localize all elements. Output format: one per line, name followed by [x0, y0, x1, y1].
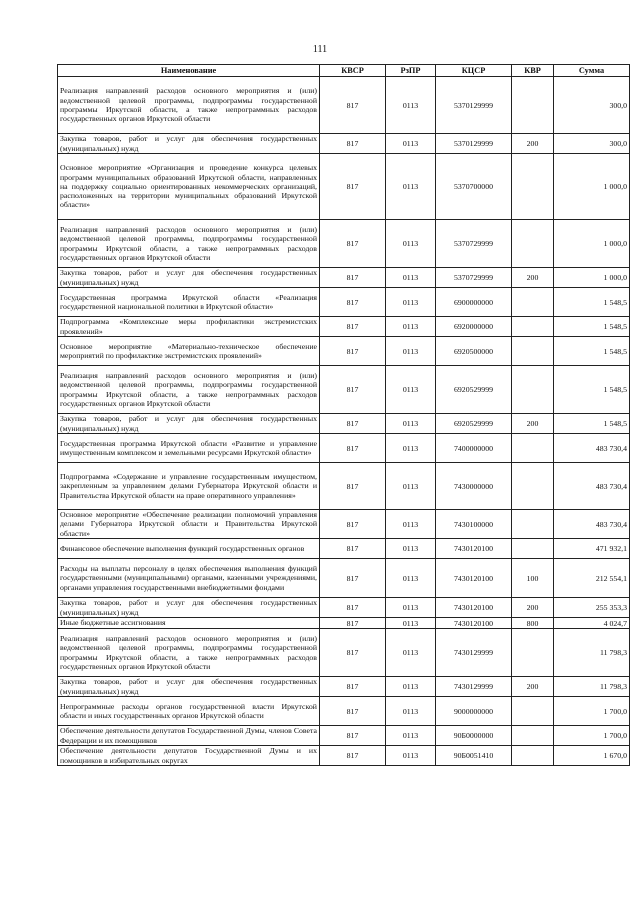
cell-sum: 1 700,0 — [554, 697, 630, 726]
cell-name: Подпрограмма «Комплексные меры профилактики экстремистских проявлений» — [58, 317, 320, 337]
table-row — [58, 288, 630, 317]
cell-sum: 1 670,0 — [554, 746, 630, 766]
table-row — [58, 726, 630, 746]
cell-kvr: 200 — [512, 268, 554, 288]
cell-kvr — [512, 288, 554, 317]
table-row — [58, 697, 630, 726]
table-row — [58, 539, 630, 559]
table-row — [58, 618, 630, 629]
cell-name: Государственная программа Иркутской области «Реализация государственной национальной политики в Иркутской области» — [58, 288, 320, 317]
cell-kvr — [512, 366, 554, 414]
table-row — [58, 629, 630, 677]
cell-sum: 212 554,1 — [554, 559, 630, 598]
cell-kcsr: 6900000000 — [436, 288, 512, 317]
cell-sum: 1 000,0 — [554, 154, 630, 220]
cell-kvsr: 817 — [320, 220, 386, 268]
cell-kvsr: 817 — [320, 697, 386, 726]
cell-rzpr: 0113 — [386, 539, 436, 559]
table-row — [58, 220, 630, 268]
cell-rzpr: 0113 — [386, 746, 436, 766]
table-row — [58, 317, 630, 337]
cell-name: Подпрограмма «Содержание и управление государственным имуществом, закрепленным за управлением делами Губернатора Иркутской области и Правительства Иркутской области на праве оперативного управления» — [58, 463, 320, 510]
cell-sum: 300,0 — [554, 134, 630, 154]
cell-kvsr: 817 — [320, 746, 386, 766]
table-row — [58, 77, 630, 134]
table-row — [58, 598, 630, 618]
cell-name: Основное мероприятие «Организация и проведение конкурса целевых программ муниципальных образований Иркутской области, направленных на поддержку социально ориентированных некоммерческих организаций, расположенных на территории муниципальных образований Иркутской области» — [58, 154, 320, 220]
table-row — [58, 154, 630, 220]
cell-kvr: 200 — [512, 134, 554, 154]
table-row — [58, 268, 630, 288]
cell-kvsr: 817 — [320, 134, 386, 154]
cell-rzpr: 0113 — [386, 434, 436, 463]
cell-kcsr: 5370129999 — [436, 77, 512, 134]
table-row — [58, 414, 630, 434]
cell-rzpr: 0113 — [386, 598, 436, 618]
table-row — [58, 366, 630, 414]
cell-name: Закупка товаров, работ и услуг для обеспечения государственных (муниципальных) нужд — [58, 134, 320, 154]
cell-rzpr: 0113 — [386, 559, 436, 598]
cell-kcsr: 7430120100 — [436, 559, 512, 598]
cell-kvsr: 817 — [320, 154, 386, 220]
cell-kvsr: 817 — [320, 288, 386, 317]
cell-kcsr: 7430120100 — [436, 539, 512, 559]
cell-kcsr: 7430120100 — [436, 598, 512, 618]
cell-kvr: 100 — [512, 559, 554, 598]
cell-sum: 11 798,3 — [554, 677, 630, 697]
cell-rzpr: 0113 — [386, 697, 436, 726]
cell-sum: 483 730,4 — [554, 510, 630, 539]
table-row — [58, 510, 630, 539]
cell-kcsr: 6920000000 — [436, 317, 512, 337]
cell-rzpr: 0113 — [386, 268, 436, 288]
cell-name: Расходы на выплаты персоналу в целях обеспечения выполнения функций государственными (муниципальными) органами, казенными учреждениями, органами управления государственными внебюджетными фондами — [58, 559, 320, 598]
cell-kcsr: 5370700000 — [436, 154, 512, 220]
cell-kvsr: 817 — [320, 366, 386, 414]
cell-name: Государственная программа Иркутской области «Развитие и управление имущественным комплексом и земельными ресурсами Иркутской области» — [58, 434, 320, 463]
cell-kvr — [512, 154, 554, 220]
cell-kvr — [512, 463, 554, 510]
cell-rzpr: 0113 — [386, 220, 436, 268]
cell-rzpr: 0113 — [386, 463, 436, 510]
header-sum: Сумма — [554, 65, 630, 77]
cell-kcsr: 7430100000 — [436, 510, 512, 539]
cell-kvsr: 817 — [320, 726, 386, 746]
cell-kvsr: 817 — [320, 618, 386, 629]
cell-rzpr: 0113 — [386, 510, 436, 539]
cell-name: Основное мероприятие «Материально-техническое обеспечение мероприятий по профилактике экстремистских проявлений» — [58, 337, 320, 366]
cell-sum: 1 548,5 — [554, 337, 630, 366]
cell-rzpr: 0113 — [386, 77, 436, 134]
cell-sum: 1 700,0 — [554, 726, 630, 746]
cell-sum: 483 730,4 — [554, 434, 630, 463]
cell-name: Финансовое обеспечение выполнения функций государственных органов — [58, 539, 320, 559]
cell-kcsr: 6920500000 — [436, 337, 512, 366]
cell-rzpr: 0113 — [386, 317, 436, 337]
cell-kvr — [512, 629, 554, 677]
cell-sum: 4 024,7 — [554, 618, 630, 629]
cell-rzpr: 0113 — [386, 414, 436, 434]
cell-kvr — [512, 317, 554, 337]
cell-kvsr: 817 — [320, 463, 386, 510]
cell-kcsr: 6920529999 — [436, 414, 512, 434]
cell-sum: 255 353,3 — [554, 598, 630, 618]
cell-rzpr: 0113 — [386, 726, 436, 746]
cell-kvsr: 817 — [320, 268, 386, 288]
cell-rzpr: 0113 — [386, 337, 436, 366]
cell-kvsr: 817 — [320, 559, 386, 598]
cell-sum: 483 730,4 — [554, 463, 630, 510]
cell-name: Обеспечение деятельности депутатов Государственной Думы, членов Совета Федерации и их помощников — [58, 726, 320, 746]
table-row — [58, 337, 630, 366]
cell-rzpr: 0113 — [386, 288, 436, 317]
cell-kcsr: 7430120100 — [436, 618, 512, 629]
table-row — [58, 134, 630, 154]
table-row — [58, 463, 630, 510]
cell-rzpr: 0113 — [386, 366, 436, 414]
cell-kvr: 200 — [512, 414, 554, 434]
cell-kcsr: 6920529999 — [436, 366, 512, 414]
cell-kvsr: 817 — [320, 598, 386, 618]
cell-sum: 11 798,3 — [554, 629, 630, 677]
cell-kcsr: 5370129999 — [436, 134, 512, 154]
cell-name: Закупка товаров, работ и услуг для обеспечения государственных (муниципальных) нужд — [58, 414, 320, 434]
header-kvsr: КВСР — [320, 65, 386, 77]
cell-kcsr: 7430129999 — [436, 629, 512, 677]
cell-kvr: 800 — [512, 618, 554, 629]
cell-sum: 300,0 — [554, 77, 630, 134]
cell-rzpr: 0113 — [386, 134, 436, 154]
table-header-row — [58, 65, 630, 77]
cell-rzpr: 0113 — [386, 618, 436, 629]
budget-table — [57, 64, 630, 766]
cell-sum: 1 548,5 — [554, 366, 630, 414]
cell-kvsr: 817 — [320, 434, 386, 463]
page-number: 111 — [312, 44, 328, 55]
cell-name: Закупка товаров, работ и услуг для обеспечения государственных (муниципальных) нужд — [58, 677, 320, 697]
cell-kvsr: 817 — [320, 629, 386, 677]
cell-name: Реализация направлений расходов основного мероприятия и (или) ведомственной целевой программы, подпрограммы государственной программы Иркутской области, а также непрограммных расходов государственных органов Иркутской области — [58, 366, 320, 414]
cell-kvr — [512, 746, 554, 766]
table-row — [58, 677, 630, 697]
cell-kvsr: 817 — [320, 414, 386, 434]
cell-kvr — [512, 539, 554, 559]
cell-sum: 1 548,5 — [554, 414, 630, 434]
cell-kvsr: 817 — [320, 317, 386, 337]
header-rzpr: РзПР — [386, 65, 436, 77]
cell-kvsr: 817 — [320, 539, 386, 559]
cell-sum: 1 548,5 — [554, 317, 630, 337]
cell-kvsr: 817 — [320, 337, 386, 366]
cell-kcsr: 7400000000 — [436, 434, 512, 463]
cell-name: Реализация направлений расходов основного мероприятия и (или) ведомственной целевой программы, подпрограммы государственной программы Иркутской области, а также непрограммных расходов государственных органов Иркутской области — [58, 77, 320, 134]
cell-kcsr: 9000000000 — [436, 697, 512, 726]
cell-kcsr: 90Б0051410 — [436, 746, 512, 766]
cell-kvsr: 817 — [320, 677, 386, 697]
cell-kvr — [512, 697, 554, 726]
cell-kvr — [512, 510, 554, 539]
cell-rzpr: 0113 — [386, 154, 436, 220]
cell-kcsr: 7430129999 — [436, 677, 512, 697]
cell-kvr — [512, 220, 554, 268]
cell-name: Закупка товаров, работ и услуг для обеспечения государственных (муниципальных) нужд — [58, 598, 320, 618]
cell-sum: 1 548,5 — [554, 288, 630, 317]
cell-name: Реализация направлений расходов основного мероприятия и (или) ведомственной целевой программы, подпрограммы государственной программы Иркутской области, а также непрограммных расходов государственных органов Иркутской области — [58, 629, 320, 677]
cell-kvr — [512, 77, 554, 134]
cell-kcsr: 5370729999 — [436, 268, 512, 288]
table-row — [58, 746, 630, 766]
cell-sum: 1 000,0 — [554, 220, 630, 268]
table-row — [58, 434, 630, 463]
cell-kvr: 200 — [512, 598, 554, 618]
cell-kcsr: 7430000000 — [436, 463, 512, 510]
table-row — [58, 559, 630, 598]
cell-name: Непрограммные расходы органов государственной власти Иркутской области и иных государственных органов Иркутской области — [58, 697, 320, 726]
header-kvr: КВР — [512, 65, 554, 77]
header-name: Наименование — [58, 65, 320, 77]
cell-rzpr: 0113 — [386, 677, 436, 697]
cell-kvr — [512, 726, 554, 746]
cell-name: Реализация направлений расходов основного мероприятия и (или) ведомственной целевой программы, подпрограммы государственной программы Иркутской области, а также непрограммных расходов государственных органов Иркутской области — [58, 220, 320, 268]
cell-name: Обеспечение деятельности депутатов Государственной Думы и их помощников в избирательных округах — [58, 746, 320, 766]
cell-kvsr: 817 — [320, 77, 386, 134]
cell-kvr — [512, 434, 554, 463]
cell-kvr: 200 — [512, 677, 554, 697]
cell-kvr — [512, 337, 554, 366]
cell-name: Закупка товаров, работ и услуг для обеспечения государственных (муниципальных) нужд — [58, 268, 320, 288]
cell-kcsr: 5370729999 — [436, 220, 512, 268]
header-kcsr: КЦСР — [436, 65, 512, 77]
cell-rzpr: 0113 — [386, 629, 436, 677]
cell-kvsr: 817 — [320, 510, 386, 539]
cell-sum: 1 000,0 — [554, 268, 630, 288]
cell-kcsr: 90Б0000000 — [436, 726, 512, 746]
cell-sum: 471 932,1 — [554, 539, 630, 559]
cell-name: Иные бюджетные ассигнования — [58, 618, 320, 629]
cell-name: Основное мероприятие «Обеспечение реализации полномочий управления делами Губернатора Иркутской области и Правительства Иркутской области» — [58, 510, 320, 539]
